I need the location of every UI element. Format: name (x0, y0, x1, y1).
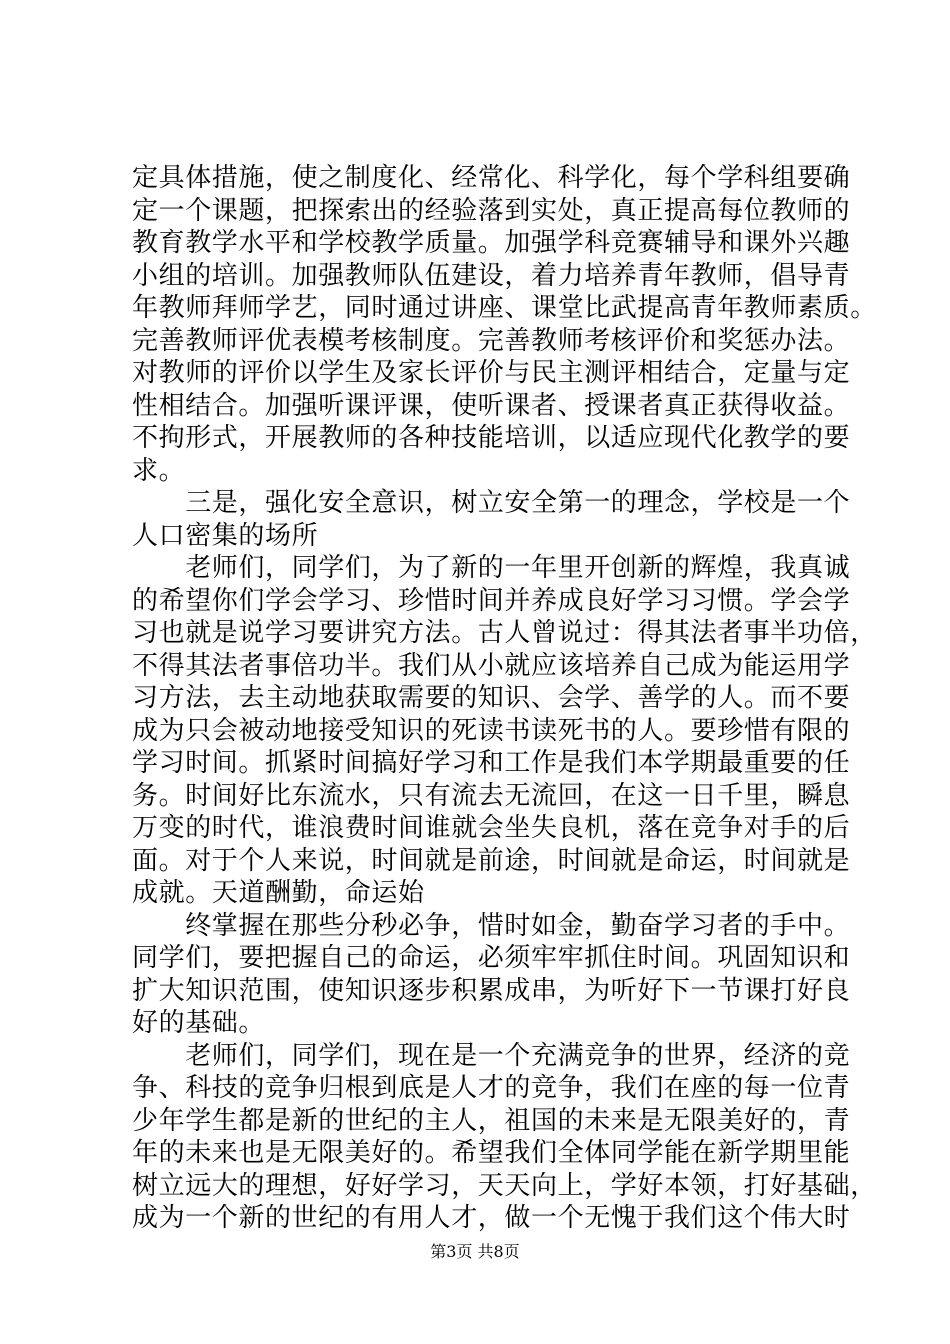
text-line: 成就。天道酬勤，命运始 (132, 878, 425, 908)
text-line: 万变的时代，谁浪费时间谁就会坐失良机，落在竞争对手的后 (132, 813, 851, 843)
text-line: 终掌握在那些分秒必争，惜时如金，勤奋学习者的手中。 (132, 910, 851, 941)
page-footer: 第3页 共8页 (430, 1242, 520, 1261)
text-line: 学习时间。抓紧时间搞好学习和工作是我们本学期最重要的任 (132, 748, 851, 778)
text-line: 面。对于个人来说，时间就是前途，时间就是命运，时间就是 (132, 845, 851, 876)
text-line: 对教师的评价以学生及家长评价与民主测评相结合，定量与定 (132, 358, 851, 388)
text-line: 不得其法者事倍功半。我们从小就应该培养自己成为能运用学 (132, 650, 851, 681)
text-line: 定一个课题，把探索出的经验落到实处，真正提高每位教师的 (132, 195, 851, 226)
text-line: 扩大知识范围，使知识逐步积累成串，为听好下一节课打好良 (132, 975, 851, 1006)
text-line: 好的基础。 (132, 1008, 266, 1038)
text-line: 定具体措施，使之制度化、经常化、科学化，每个学科组要确 (132, 163, 851, 193)
text-line: 争、科技的竞争归根到底是人才的竞争，我们在座的每一位青 (132, 1073, 851, 1103)
text-line: 教育教学水平和学校教学质量。加强学科竞赛辅导和课外兴趣 (132, 228, 851, 258)
text-line: 年教师拜师学艺，同时通过讲座、课堂比武提高青年教师素质。 (132, 293, 877, 323)
text-line: 习也就是说学习要讲究方法。古人曾说过：得其法者事半功倍， (132, 618, 877, 648)
text-line: 同学们，要把握自己的命运，必须牢牢抓住时间。巩固知识和 (132, 943, 851, 973)
text-line: 年的未来也是无限美好的。希望我们全体同学能在新学期里能 (132, 1138, 851, 1168)
text-line: 成为一个新的世纪的有用人才，做一个无愧于我们这个伟大时 (132, 1203, 851, 1233)
text-line: 三是，强化安全意识，树立安全第一的理念，学校是一个 (132, 488, 851, 518)
text-line: 务。时间好比东流水，只有流去无流回，在这一日千里，瞬息 (132, 780, 851, 811)
text-line: 树立远大的理想，好好学习，天天向上，学好本领，打好基础， (132, 1170, 877, 1201)
text-line: 的希望你们学会学习、珍惜时间并养成良好学习习惯。学会学 (132, 585, 851, 616)
text-line: 求。 (132, 455, 186, 486)
text-line: 成为只会被动地接受知识的死读书读死书的人。要珍惜有限的 (132, 715, 851, 746)
text-line: 人口密集的场所 (132, 520, 319, 551)
text-line: 小组的培训。加强教师队伍建设，着力培养青年教师，倡导青 (132, 260, 851, 291)
text-line: 不拘形式，开展教师的各种技能培训，以适应现代化教学的要 (132, 423, 851, 453)
text-line: 完善教师评优表模考核制度。完善教师考核评价和奖惩办法。 (132, 325, 851, 356)
text-line: 老师们，同学们，为了新的一年里开创新的辉煌，我真诚 (132, 553, 851, 583)
body-text (132, 162, 877, 1235)
text-line: 老师们，同学们，现在是一个充满竞争的世界，经济的竞 (132, 1040, 851, 1071)
text-line: 习方法，去主动地获取需要的知识、会学、善学的人。而不要 (132, 683, 851, 713)
text-line: 性相结合。加强听课评课，使听课者、授课者真正获得收益。 (132, 390, 851, 421)
text-line: 少年学生都是新的世纪的主人，祖国的未来是无限美好的，青 (132, 1105, 851, 1136)
